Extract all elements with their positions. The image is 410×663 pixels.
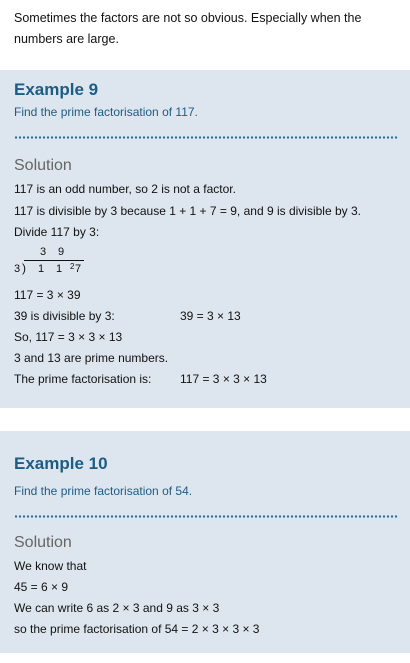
dotted-divider [14,136,399,139]
example-9-primes-line: 3 and 13 are prime numbers. [14,351,169,365]
example-10-box [0,431,410,653]
example-9-box [0,70,410,408]
example-9-so-line: So, 117 = 3 × 3 × 13 [14,330,123,344]
dividend-digit-3: 7 [75,263,82,275]
intro-text: Sometimes the factors are not so obvious. Especially when the numbers are large. [14,11,362,46]
example-9-result: 117 = 3 × 39 [14,288,81,302]
example-10-line-1: We know that [14,559,87,573]
division-bracket: ) [22,261,26,275]
dotted-divider [14,515,399,518]
dividend-digit-1: 1 [38,263,45,275]
divisor: 3 [14,263,21,275]
quotient-digit-2: 9 [58,246,65,258]
example-9-line-3: Divide 117 by 3: [14,225,100,239]
quotient-digit-1: 3 [40,246,47,258]
dividend-digit-2: 1 [56,263,63,275]
example-10-title: Example 10 [14,454,108,473]
example-9-question: Find the prime factorisation of 117. [14,105,198,119]
division-bar [24,260,84,261]
example-9-solution-heading: Solution [14,157,72,174]
example-9-final-label: The prime factorisation is: [14,372,152,386]
example-9-line-2: 117 is divisible by 3 because 1 + 1 + 7 = 9, and 9 is divisible by 3. [14,204,361,218]
example-9-final-value: 117 = 3 × 3 × 13 [180,372,267,386]
example-10-line-4: so the prime factorisation of 54 = 2 × 3 × 3 × 3 [14,622,260,636]
example-9-step-right: 39 = 3 × 13 [180,309,241,323]
example-10-line-2: 45 = 6 × 9 [14,580,69,594]
example-9-title: Example 9 [14,80,99,99]
example-10-line-3: We can write 6 as 2 × 3 and 9 as 3 × 3 [14,601,220,615]
carry-digit: 2 [70,262,75,271]
example-9-line-1: 117 is an odd number, so 2 is not a factor. [14,182,236,196]
example-10-solution-heading: Solution [14,534,72,551]
example-9-step-left: 39 is divisible by 3: [14,309,115,323]
example-10-question: Find the prime factorisation of 54. [14,484,193,498]
